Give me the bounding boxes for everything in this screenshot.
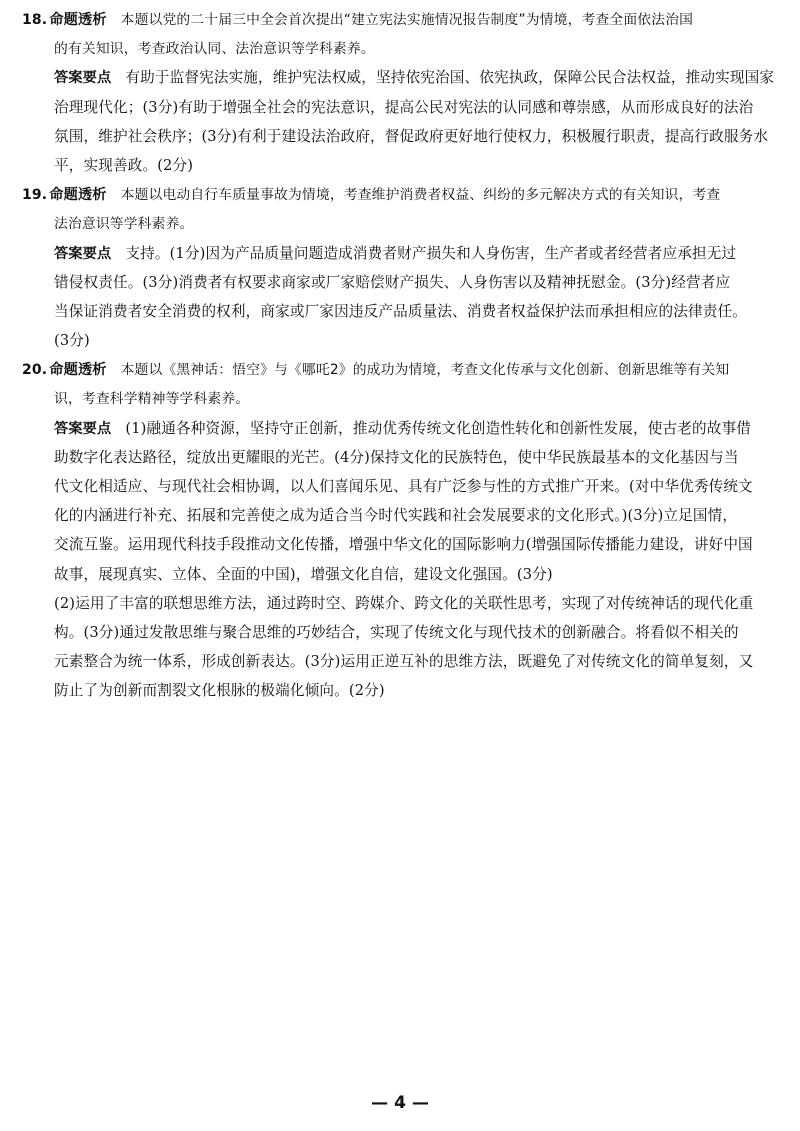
intro-label: 命题透析 bbox=[49, 362, 107, 379]
answer-text: 化的内涵进行补充、拓展和完善使之成为适合当今时代实践和社会发展要求的文化形式。)(3分)立足国情， bbox=[54, 507, 738, 525]
answer-text: 交流互鉴。运用现代科技手段推动文化传播，增强中华文化的国际影响力(增强国际传播能力建设，讲好中国 bbox=[54, 536, 753, 554]
q18-answer-line-3 bbox=[22, 122, 780, 151]
q20-part2-line-4 bbox=[22, 676, 780, 705]
answer-text: 氛围，维护社会秩序；(3分)有利于建设法治政府，督促政府更好地行使权力，积极履行职责，提高行政服务水 bbox=[54, 127, 769, 145]
question-20 bbox=[22, 355, 780, 705]
answer-text: 元素整合为统一体系，形成创新表达。(3分)运用正逆互补的思维方法，既避免了对传统文化的简单复刻，又 bbox=[54, 653, 754, 671]
intro-text: 识，考查科学精神等学科素养。 bbox=[54, 391, 250, 408]
intro-text: 本题以《黑神话：悟空》与《哪吒2》的成功为情境，考查文化传承与文化创新、创新思维等有关知 bbox=[120, 362, 730, 379]
question-19 bbox=[22, 180, 780, 355]
q20-intro-line-1 bbox=[22, 355, 780, 384]
intro-text: 法治意识等学科素养。 bbox=[54, 216, 194, 233]
intro-label: 命题透析 bbox=[49, 187, 107, 204]
q19-answer-line-1 bbox=[22, 239, 780, 268]
q18-answer-line-1 bbox=[22, 63, 780, 92]
answer-content bbox=[22, 5, 780, 706]
answer-text: 代文化相适应、与现代社会相协调，以人们喜闻乐见、具有广泛参与性的方式推广开来。(对中华优秀传统文 bbox=[54, 478, 753, 495]
q18-intro-line-2 bbox=[22, 34, 780, 63]
q18-answer-line-4 bbox=[22, 151, 780, 180]
answer-text: 故事，展现真实、立体、全面的中国)，增强文化自信，建设文化强国。(3分) bbox=[54, 565, 553, 583]
answer-label: 答案要点 bbox=[54, 420, 112, 437]
q20-answer-line-2 bbox=[22, 443, 780, 472]
question-number: 20. bbox=[22, 362, 48, 379]
answer-text: 支持。(1分)因为产品质量问题造成消费者财产损失和人身伤害，生产者或者经营者应承担无过 bbox=[125, 244, 737, 262]
answer-label: 答案要点 bbox=[54, 245, 112, 262]
q20-part2-line-1 bbox=[22, 589, 780, 618]
answer-label: 答案要点 bbox=[54, 70, 112, 87]
answer-text: 治理现代化；(3分)有助于增强全社会的宪法意识，提高公民对宪法的认同感和尊崇感，从而形成良好的法治 bbox=[54, 98, 754, 116]
answer-text: 防止了为创新而割裂文化根脉的极端化倾向。(2分) bbox=[54, 682, 385, 700]
q20-answer-line-3 bbox=[22, 472, 780, 501]
q19-answer-line-3 bbox=[22, 297, 780, 326]
q19-intro-line-2 bbox=[22, 209, 780, 238]
answer-text: (2)运用了丰富的联想思维方法，通过跨时空、跨媒介、跨文化的关联性思考，实现了对传统神话的现代化重 bbox=[54, 594, 754, 612]
q20-answer-line-6 bbox=[22, 560, 780, 589]
q19-answer-line-4 bbox=[22, 326, 780, 355]
q19-intro-line-1 bbox=[22, 180, 780, 209]
q19-answer-line-2 bbox=[22, 268, 780, 297]
q20-part2-line-3 bbox=[22, 647, 780, 676]
answer-text: 构。(3分)通过发散思维与聚合思维的巧妙结合，实现了传统文化与现代技术的创新融合。将看似不相关的 bbox=[54, 623, 739, 641]
question-18 bbox=[22, 5, 780, 180]
answer-text: 当保证消费者安全消费的权利，商家或厂家因违反产品质量法、消费者权益保护法而承担相应的法律责任。 bbox=[54, 302, 747, 320]
answer-text: 有助于监督宪法实施，维护宪法权威，坚持依宪治国、依宪执政，保障公民合法权益，推动实现国家 bbox=[125, 69, 775, 87]
question-number: 19. bbox=[22, 187, 48, 204]
q18-intro-line-1 bbox=[22, 5, 780, 34]
page-number: — 4 — bbox=[371, 1093, 429, 1113]
q20-intro-line-2 bbox=[22, 384, 780, 413]
intro-text: 本题以电动自行车质量事故为情境，考查维护消费者权益、纠纷的多元解决方式的有关知识，考查 bbox=[120, 187, 721, 204]
answer-text: (3分) bbox=[54, 332, 90, 350]
answer-text: 平，实现善政。(2分) bbox=[54, 156, 194, 174]
q20-part2-line-2 bbox=[22, 618, 780, 647]
question-number: 18. bbox=[22, 12, 48, 28]
q20-answer-line-5 bbox=[22, 530, 780, 559]
answer-text: 错侵权责任。(3分)消费者有权要求商家或厂家赔偿财产损失、人身伤害以及精神抚慰金。(3分)经营者应 bbox=[54, 273, 731, 291]
intro-text: 本题以党的二十届三中全会首次提出“建立宪法实施情况报告制度”为情境，考查全面依法治国 bbox=[120, 12, 694, 28]
intro-text: 的有关知识，考查政治认同、法治意识等学科素养。 bbox=[54, 41, 375, 58]
answer-text: 助数字化表达路径，绽放出更耀眼的光芒。(4分)保持文化的民族特色，使中华民族最基本的文化基因与当 bbox=[54, 448, 739, 466]
answer-text: (1)融通各种资源，坚持守正创新，推动优秀传统文化创造性转化和创新性发展，使古老的故事借 bbox=[125, 419, 751, 437]
q20-answer-line-1 bbox=[22, 414, 780, 443]
q18-answer-line-2 bbox=[22, 93, 780, 122]
q20-answer-line-4 bbox=[22, 501, 780, 530]
intro-label: 命题透析 bbox=[49, 12, 107, 28]
